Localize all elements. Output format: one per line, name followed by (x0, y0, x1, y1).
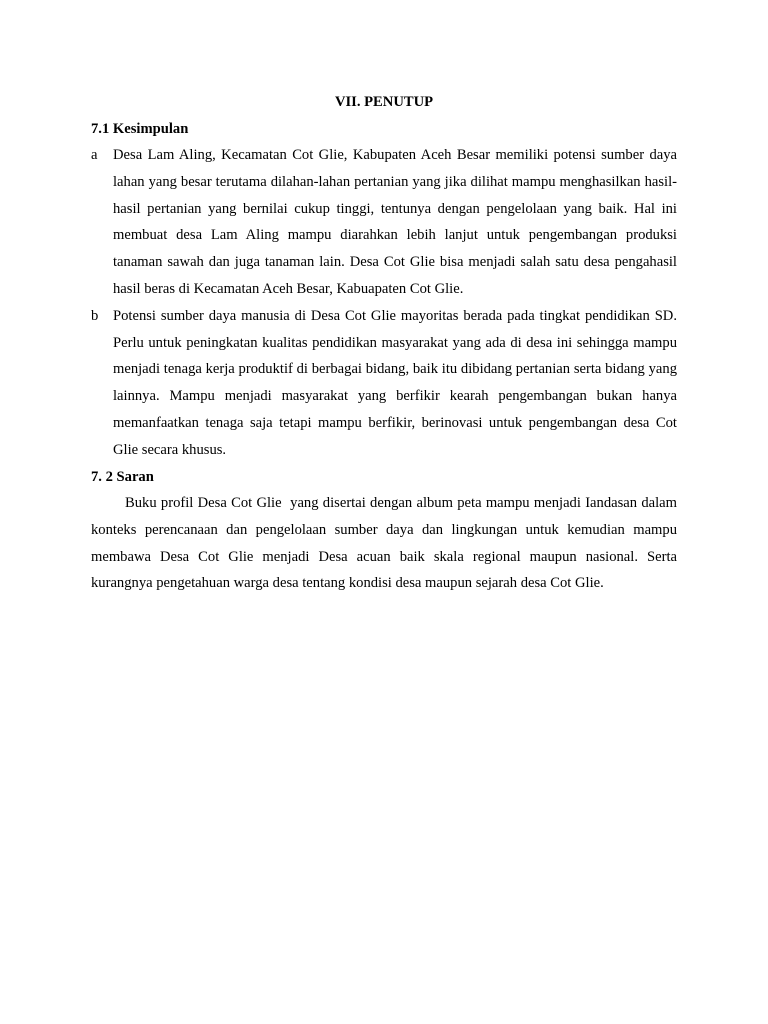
list-item-text: Potensi sumber daya manusia di Desa Cot Glie mayoritas berada pada tingkat pendidikan SD. Perlu untuk peningkatan kualitas pendidikan masyarakat yang ada di desa ini sehingga mampu menjadi tenaga kerja produktif di berbagai bidang, baik itu dibidang pertanian serta bidang yang lainnya. Mampu menjadi masyarakat yang berfikir kearah pengembangan bukan hanya memanfaatkan tenaga saja tetapi mampu berfikir, berinovasi untuk pengembangan desa Cot Glie secara khusus. (113, 307, 677, 458)
saran-paragraph: Buku profil Desa Cot Glie yang disertai dengan album peta mampu menjadi Iandasan dalam konteks perencanaan dan pengelolaan sumber daya dan lingkungan untuk kemudian mampu membawa Desa Cot Glie menjadi Desa acuan baik skala regional maupun nasional. Serta kurangnya pengetahuan warga desa tentang kondisi desa maupun sejarah desa Cot Glie. (91, 495, 681, 592)
list-marker: a (91, 147, 98, 163)
list-item (91, 303, 677, 464)
chapter-title: VII. PENUTUP (334, 94, 434, 110)
list-marker: b (91, 307, 99, 324)
section-heading-saran: 7. 2 Saran (91, 468, 154, 485)
section-heading-kesimpulan: 7.1 Kesimpulan (91, 120, 189, 137)
document-page (91, 89, 681, 597)
list-item-text: Desa Lam Aling, Kecamatan Cot Glie, Kabupaten Aceh Besar memiliki potensi sumber daya lahan yang besar terutama dilahan-lahan pertanian yang jika dilihat mampu menghasilkan hasil-hasil pertanian yang bernilai cukup tinggi, tentunya dengan pengelolaan yang baik. Hal ini membuat desa Lam Aling mampu diarahkan lebih lanjut untuk pengembangan produksi tanaman sawah dan juga tanaman lain. Desa Cot Glie bisa menjadi salah satu desa pengahasil hasil beras di Kecamatan Aceh Besar, Kabuapaten Cot Glie. (113, 147, 677, 297)
list-item (91, 142, 677, 303)
